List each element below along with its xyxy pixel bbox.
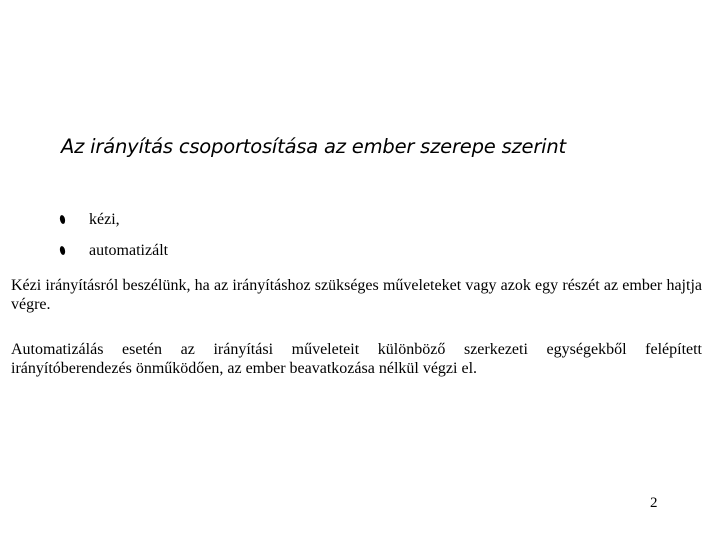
bullet-list [60, 212, 168, 259]
paragraph-automation: Automatizálás esetén az irányítási műveleteit különböző szerkezeti egységekből felépített irányítóberendezés önműködően, az ember beavatkozása nélkül végzi el. [11, 341, 702, 377]
bullet-text-automated: automatizált [89, 242, 169, 259]
bullet-icon [59, 215, 66, 225]
paragraph-manual-control: Kézi irányításról beszélünk, ha az irányításhoz szükséges műveleteket vagy azok egy részét az ember hajtja végre. [11, 277, 702, 313]
bullet-item-manual [60, 212, 168, 228]
page-number: 2 [650, 495, 658, 511]
bullet-item-automated [60, 243, 168, 259]
slide-title: Az irányítás csoportosítása az ember szerepe szerint [61, 135, 566, 158]
bullet-icon [59, 246, 66, 256]
bullet-text-manual: kézi, [89, 211, 120, 228]
